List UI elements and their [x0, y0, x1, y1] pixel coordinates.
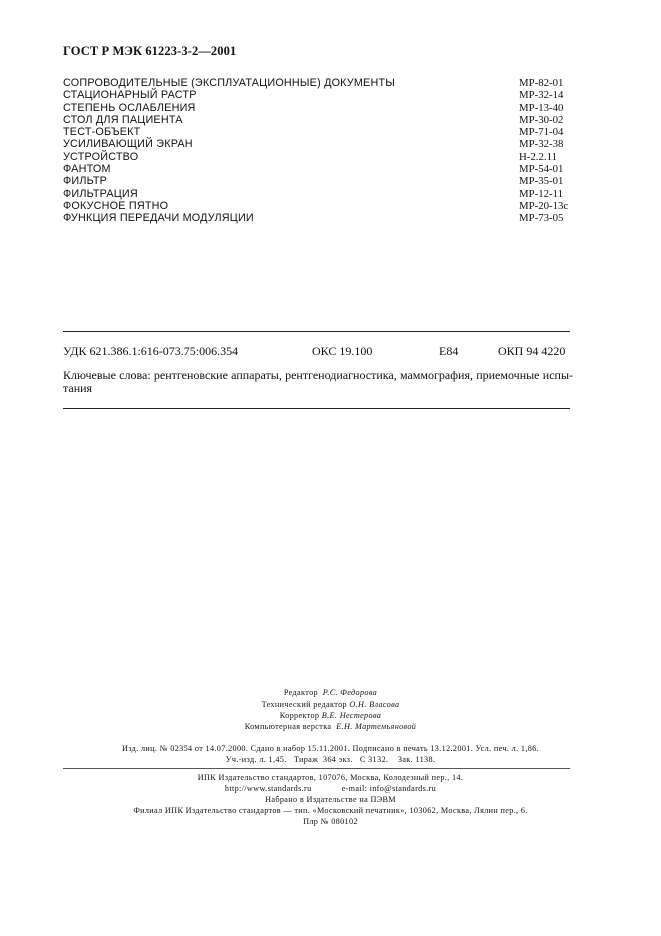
term-row [63, 200, 583, 212]
term-code: МР-32-38 [519, 138, 564, 151]
layout-name: Е.Н. Мартемьяновой [336, 722, 417, 731]
corrector-line [0, 711, 661, 721]
term-name: СТЕПЕНЬ ОСЛАБЛЕНИЯ [63, 101, 196, 114]
terms-index [63, 77, 583, 225]
tech-editor-name: О.Н. Власова [349, 700, 400, 709]
bottom-divider [63, 408, 570, 409]
term-row [63, 163, 583, 175]
publisher-line-3: Набрано в Издательстве на ПЭВМ [265, 795, 396, 804]
term-code: МР-20-13с [519, 199, 569, 212]
term-code: МР-32-14 [519, 89, 564, 102]
term-row [63, 212, 583, 224]
term-row [63, 89, 583, 101]
publisher-line-5: Плр № 080102 [303, 817, 358, 826]
oks-code: ОКС 19.100 [312, 344, 373, 358]
term-row [63, 77, 583, 89]
term-row [63, 114, 583, 126]
document-header: ГОСТ Р МЭК 61223-3-2—2001 [63, 44, 237, 58]
term-name: ФИЛЬТРАЦИЯ [63, 187, 138, 200]
term-code: МР-35-01 [519, 175, 564, 188]
term-name: ФОКУСНОЕ ПЯТНО [63, 199, 169, 212]
print-info-line-1: Изд. лиц. № 02354 от 14.07.2000. Сдано в набор 15.11.2001. Подписано в печать 13.12.2001. Усл. печ. л. 1,86. [121, 744, 540, 753]
term-code: МР-12-11 [519, 187, 563, 200]
term-code: МР-30-02 [519, 113, 564, 126]
term-code: Н-2.2.11 [519, 150, 557, 163]
publisher-line-4: Филиал ИПК Издательство стандартов — тип. «Московский печатник», 103062, Москва, Лялин пер., 6. [133, 806, 528, 815]
term-name: УСТРОЙСТВО [63, 150, 139, 163]
editor-role: Редактор [283, 688, 318, 697]
term-name: СТАЦИОНАРНЫЙ РАСТР [63, 89, 197, 102]
term-row [63, 102, 583, 114]
term-row [63, 126, 583, 138]
term-name: СТОЛ ДЛЯ ПАЦИЕНТА [63, 113, 183, 126]
corrector-name: В.Е. Нестерова [321, 711, 382, 720]
tech-editor-line [0, 700, 661, 710]
okp-code: ОКП 94 4220 [498, 344, 566, 358]
imprint-divider [63, 768, 570, 769]
term-row [63, 151, 583, 163]
term-code: МР-13-40 [519, 101, 564, 114]
editor-name: Р.С. Федорова [322, 688, 378, 697]
term-row [63, 138, 583, 150]
term-code: МР-71-04 [519, 126, 564, 139]
print-info-line-2: Уч.-изд. л. 1,45. Тираж 364 экз. С 3132. Зак. 1138. [225, 755, 436, 764]
term-code: МР-82-01 [519, 77, 564, 89]
term-name: ТЕСТ-ОБЪЕКТ [63, 126, 141, 139]
term-name: ФУНКЦИЯ ПЕРЕДАЧИ МОДУЛЯЦИИ [63, 212, 254, 225]
term-code: МР-73-05 [519, 212, 564, 225]
term-name: УСИЛИВАЮЩИЙ ЭКРАН [63, 138, 193, 151]
email-link[interactable]: e-mail: info@standards.ru [341, 784, 437, 793]
keywords [63, 369, 573, 395]
term-code: МР-54-01 [519, 163, 564, 176]
term-row [63, 188, 583, 200]
layout-line [0, 722, 661, 732]
publisher-line-1: ИПК Издательство стандартов, 107076, Москва, Колодезный пер., 14. [197, 773, 464, 782]
corrector-role: Корректор [279, 711, 320, 720]
website-link[interactable]: http://www.standards.ru [224, 784, 312, 793]
e-code: Е84 [439, 344, 459, 358]
udk-code: УДК 621.386.1:616-073.75:006.354 [63, 344, 239, 358]
top-divider [63, 331, 570, 332]
publisher-line-2 [0, 784, 661, 794]
editor-line [0, 688, 661, 698]
keywords-text: Ключевые слова: рентгеновские аппараты, рентгенодиагностика, маммография, приемочные испы-тания [63, 368, 573, 395]
term-row [63, 175, 583, 187]
term-name: ФАНТОМ [63, 163, 111, 176]
term-name: ФИЛЬТР [63, 175, 108, 188]
term-name: СОПРОВОДИТЕЛЬНЫЕ (ЭКСПЛУАТАЦИОННЫЕ) ДОКУМЕНТЫ [63, 77, 395, 89]
tech-editor-role: Технический редактор [261, 700, 347, 709]
layout-role: Компьютерная верстка [244, 722, 332, 731]
